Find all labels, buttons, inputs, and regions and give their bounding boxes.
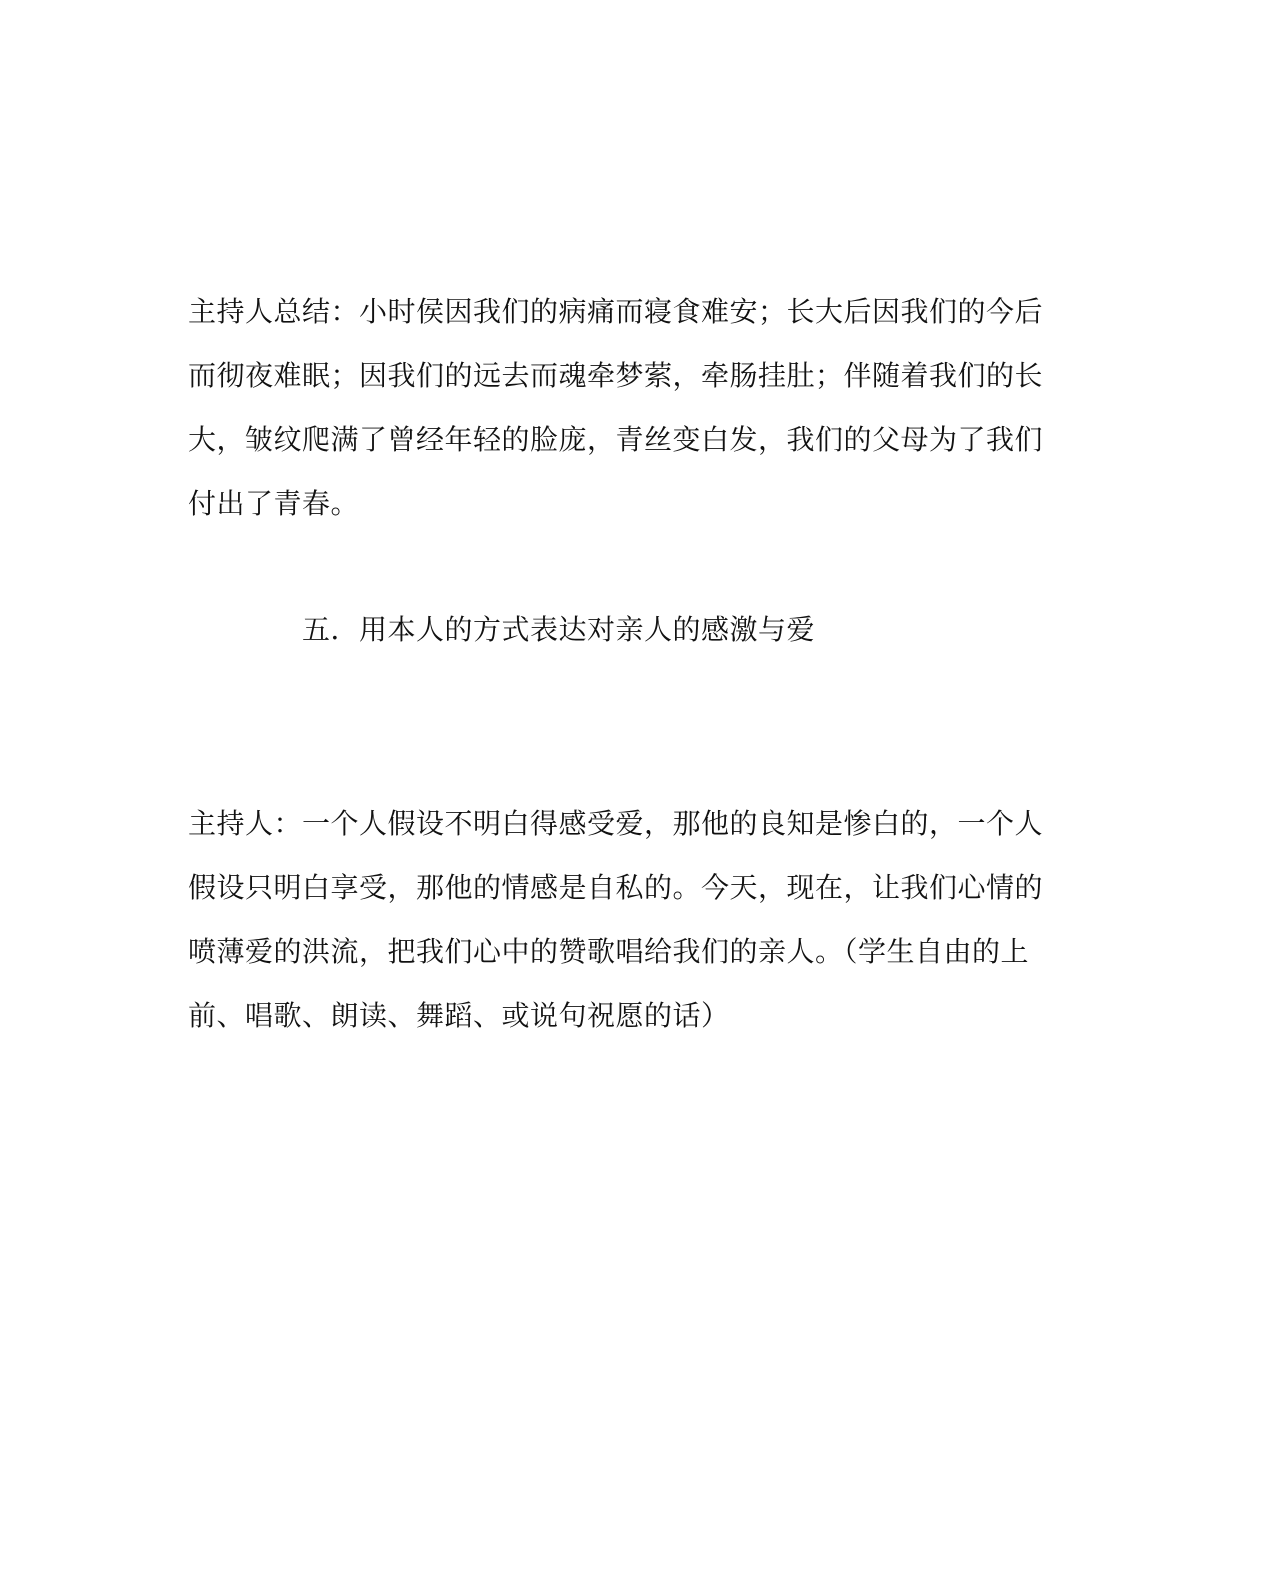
paragraph-line: 前、唱歌、朗读、舞蹈、或说句祝愿的话） — [188, 999, 730, 1032]
host-speech-paragraph — [188, 792, 1058, 1048]
paragraph-line: 喷薄爱的洪流，把我们心中的赞歌唱给我们的亲人。（学生自由的上 — [188, 935, 1030, 968]
paragraph-line: 付出了青春。 — [188, 487, 360, 520]
section-heading: 五．用本人的方式表达对亲人的感激与爱 — [302, 613, 816, 646]
host-summary-paragraph — [188, 280, 1058, 536]
paragraph-line: 主持人：一个人假设不明白得感受爱，那他的良知是惨白的，一个人 — [188, 807, 1044, 840]
paragraph-line: 大，皱纹爬满了曾经年轻的脸庞，青丝变白发，我们的父母为了我们 — [188, 423, 1044, 456]
paragraph-line: 主持人总结：小时侯因我们的病痛而寝食难安；长大后因我们的今后 — [188, 295, 1044, 328]
paragraph-line: 假设只明白享受，那他的情感是自私的。今天，现在，让我们心情的 — [188, 871, 1044, 904]
paragraph-line: 而彻夜难眠；因我们的远去而魂牵梦萦，牵肠挂肚；伴随着我们的长 — [188, 359, 1044, 392]
